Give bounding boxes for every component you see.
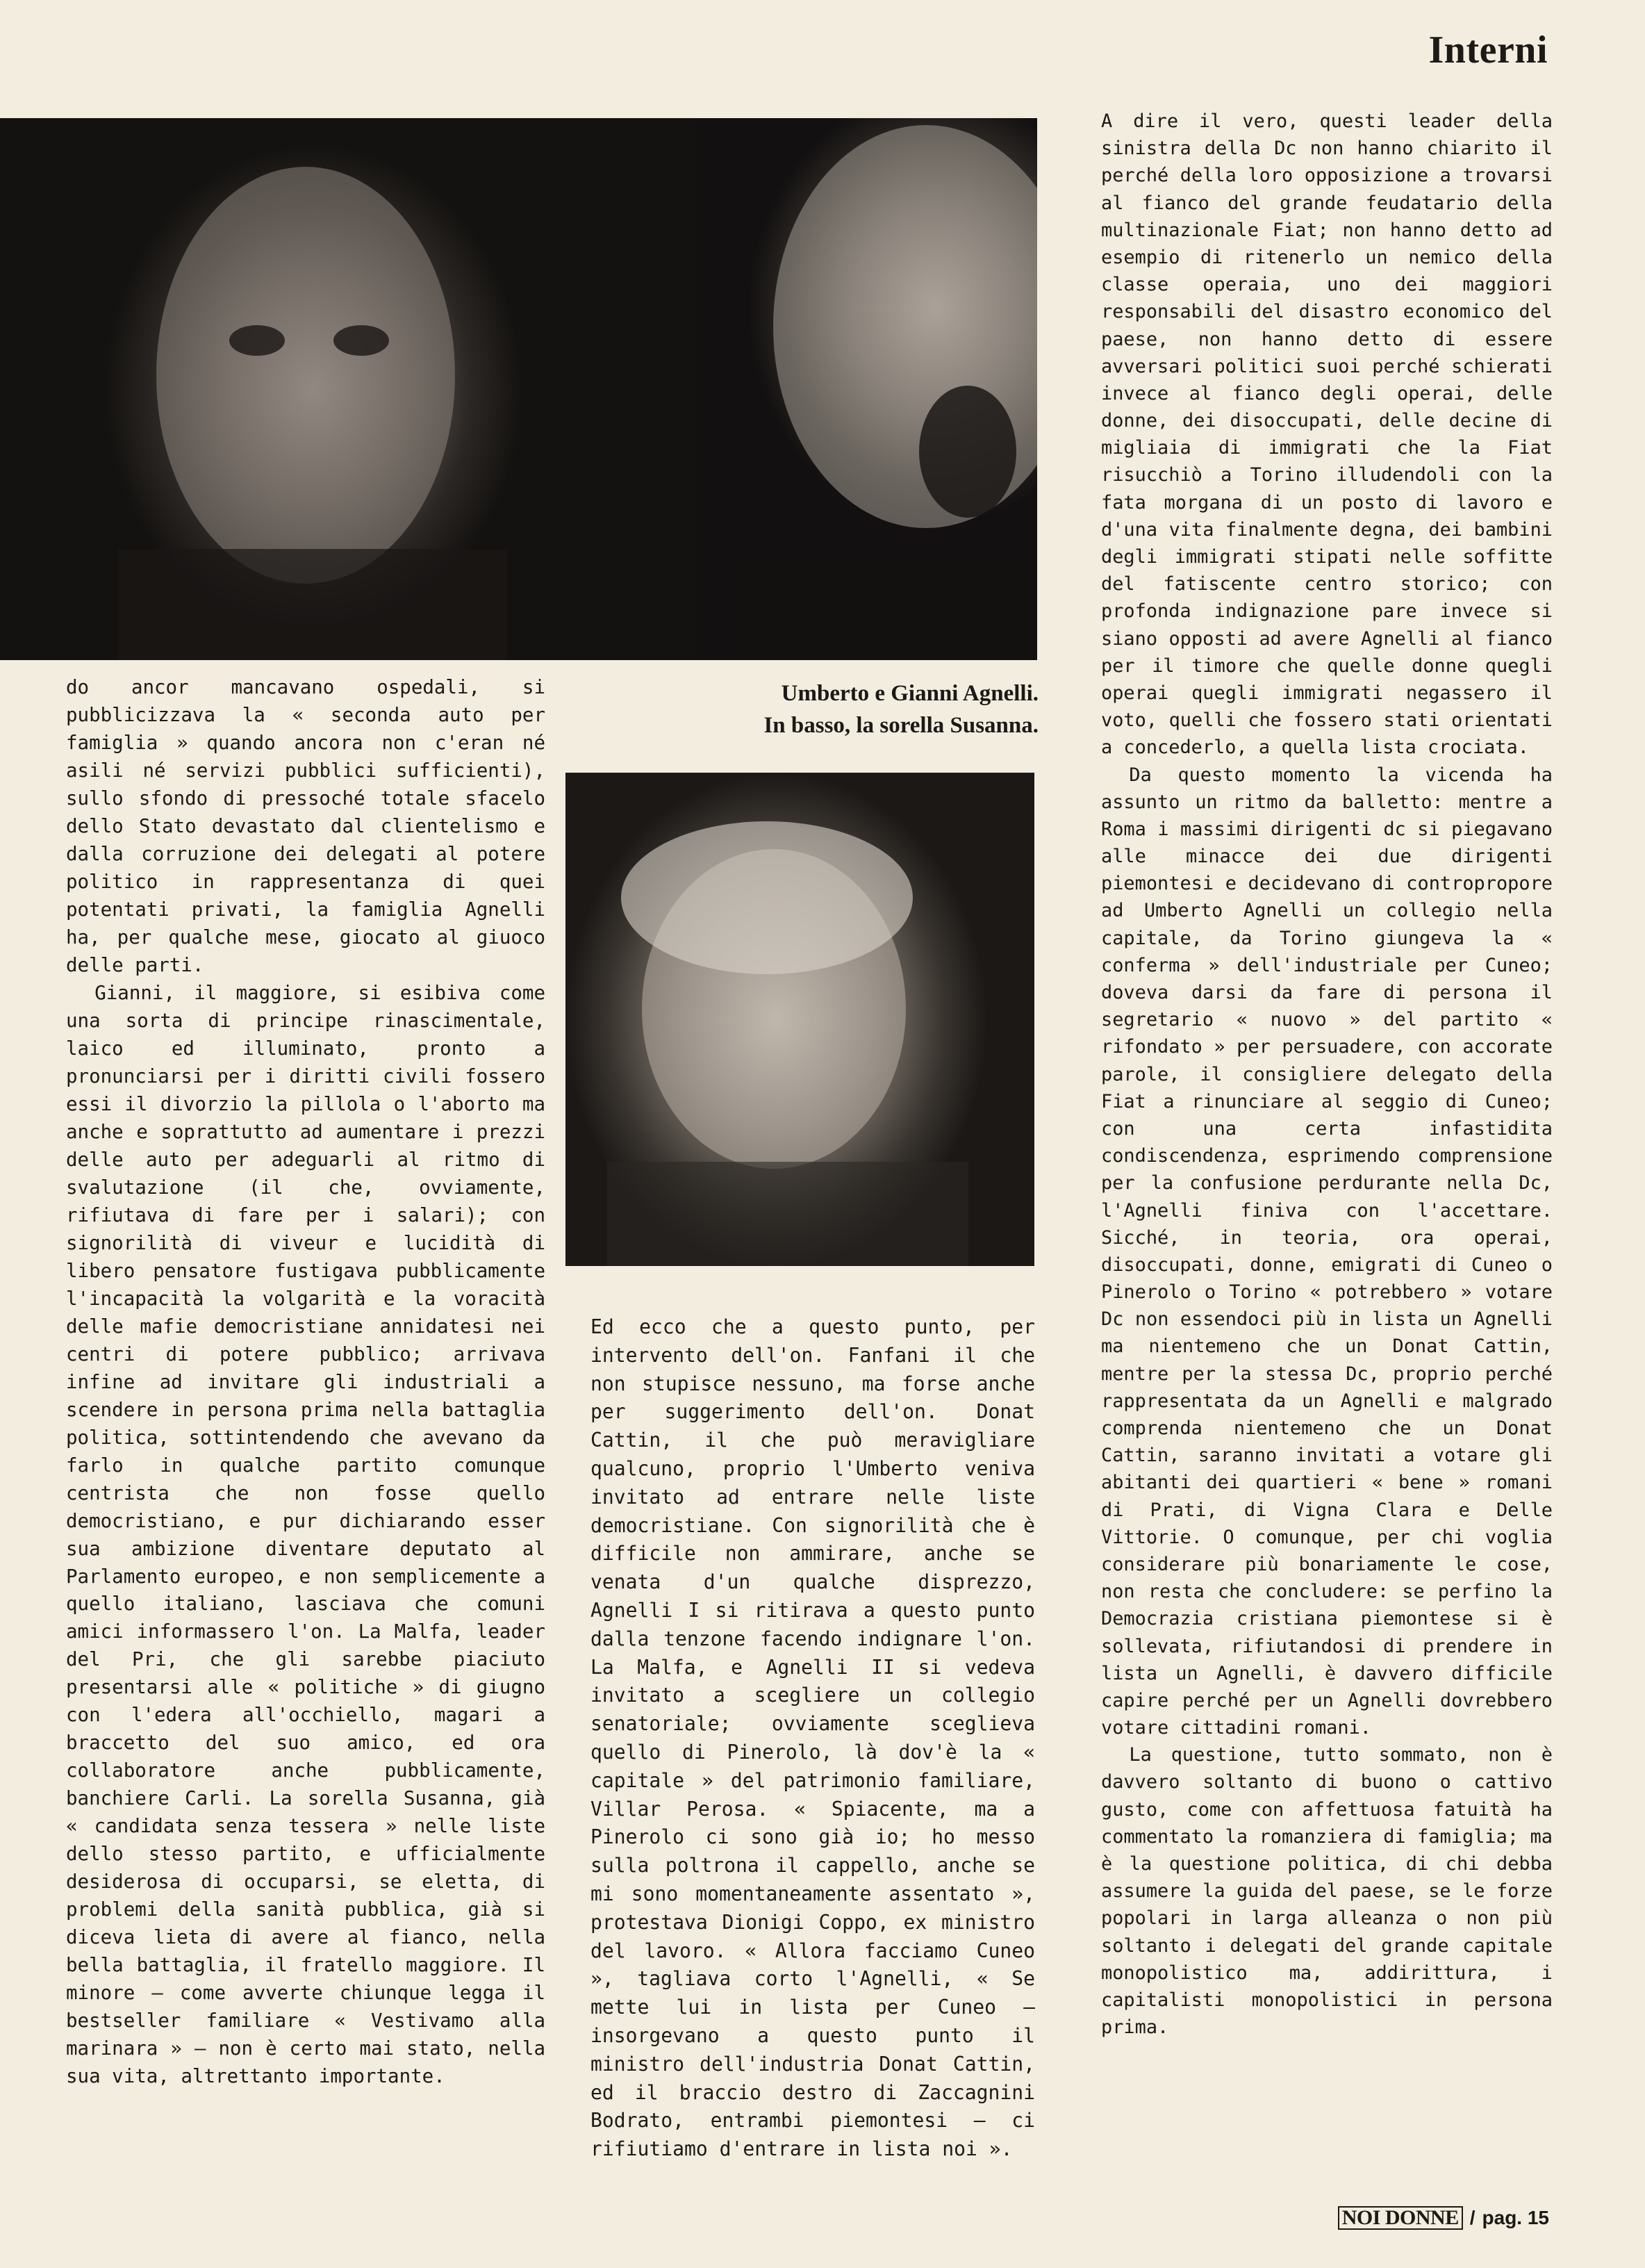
paragraph: do ancor mancavano ospedali, si pubblicizzava la « seconda auto per famiglia » quando ancora non c'eran né asili né servizi pubblici sufficienti), sullo sfondo di pressoché totale sfacelo dello Stato devastato dal clientelismo e dalla corruzione dei delegati al potere politico in rappresentanza di quei potentati privati, la famiglia Agnelli ha, per qualche mese, giocato al giuoco delle parti. xyxy=(66,676,545,976)
photo-umberto-agnelli xyxy=(0,118,697,660)
portrait-silhouette xyxy=(565,773,1034,1266)
caption-line-2: In basso, la sorella Susanna. xyxy=(763,713,1039,738)
page-footer xyxy=(1338,2206,1549,2230)
caption-line-1: Umberto e Gianni Agnelli. xyxy=(781,681,1039,706)
magazine-logo: NOI DONNE xyxy=(1338,2206,1463,2230)
paragraph: Gianni, il maggiore, si esibiva come una sorta di principe rinascimentale, laico ed illuminato, pronto a pronunciarsi per i diritti civili fossero essi il divorzio la pillola o l'aborto ma anche e soprattutto ad aumentare i prezzi delle auto per adeguarli al ritmo di svalutazione (il che, ovviamente, rifiutava di fare per i salari); con signorilità di viveur e lucidità di libero pensatore fustigava pubblicamente l'incapacità la volgarità e la voracità delle mafie democristiane annidatesi nei centri di potere pubblico; arrivava infine ad invitare gli industriali a scendere in persona prima nella battaglia politica, sottintendendo che avevano da farlo in qualche partito comunque centrista che non fosse quello democristiano, e pur dichiarando esser sua ambizione diventare deputato al Parlamento europeo, e non semplicemente a quello italiano, lasciava che comuni amici informassero l'on. La Malfa, leader del Pri, che gli sarebbe piaciuto presentarsi alle « politiche » di giugno con l'edera all'occhiello, magari a braccetto del suo amico, ed ora collaboratore anche pubblicamente, banchiere Carli. La sorella Susanna, già « candidata senza tessera » nelle liste dello stesso partito, e ufficialmente desiderosa di occuparsi, se eletta, di problemi della sanità pubblica, già si diceva lieta di avere al fianco, nella bella battaglia, il fratello maggiore. Il minore — come avverte chiunque legga il bestseller familiare « Vestivamo alla marinara » — non è certo mai stato, nella sua vita, altrettanto importante. xyxy=(66,981,545,2088)
article-column-middle xyxy=(590,1313,1035,2171)
paragraph: Da questo momento la vicenda ha assunto un ritmo da balletto: mentre a Roma i massimi dirigenti dc si piegavano alle minacce dei due dirigenti piemontesi e decidevano di contropropore ad Umberto Agnelli un collegio nella capitale, da Torino giungeva la « conferma » dell'industriale per Cuneo; doveva darsi da fare di persona il segretario « nuovo » del partito « rifondato » per persuadere, con accorate parole, il consigliere delegato della Fiat a rinunciare al seggio di Cuneo; con una certa infastidita condiscendenza, esprimendo comprensione per la confusione perdurante nella Dc, l'Agnelli finiva con l'accettare. Sicché, in teoria, ora operai, disoccupati, donne, emigrati di Cuneo o Pinerolo o Torino « potrebbero » votare Dc non essendoci più in lista un Agnelli ma nientemeno che un Donat Cattin, mentre per la stessa Dc, proprio perché rappresentata da un Agnelli e malgrado comprenda nientemeno che un Donat Cattin, saranno invitati a votare gli abitanti dei quartieri « bene » romani di Prati, di Vigna Clara e Delle Vittorie. O comunque, per chi voglia considerare più bonariamente le cose, non resta che concludere: se perfino la Democrazia cristiana piemontese si è sollevata, rifiutandosi di prendere in lista un Agnelli, è davvero difficile capire perché per un Agnelli dovrebbero votare cittadini romani. xyxy=(1101,764,1553,1739)
paragraph: A dire il vero, questi leader della sinistra della Dc non hanno chiarito il perché della loro opposizione a trovarsi al fianco del grande feudatario della multinazionale Fiat; non hanno detto ad esempio di ritenerlo un nemico della classe operaia, uno dei maggiori responsabili del disastro economico del paese, non hanno detto di essere avversari politici suoi perché schierati invece al fianco degli operai, delle donne, dei disoccupati, delle decine di migliaia di immigrati che la Fiat risucchiò a Torino illudendoli con la fata morgana di un posto di lavoro e d'una vita finalmente degna, dei bambini degli immigrati stipati nelle soffitte del fatiscente centro storico; con profonda indignazione pare invece si siano opposti ad avere Agnelli al fianco per il timore che quelle donne quegli operai quegli immigrati negassero il voto, quelli che fossero stati orientati a concederlo, a quella lista crociata. xyxy=(1101,110,1553,759)
photo-susanna-agnelli xyxy=(565,773,1034,1266)
section-header: Interni xyxy=(1428,28,1548,72)
footer-separator: / xyxy=(1469,2207,1475,2228)
page-number: pag. 15 xyxy=(1482,2207,1549,2228)
photo-caption xyxy=(590,677,1039,741)
portrait-silhouette xyxy=(0,118,697,660)
portrait-silhouette xyxy=(697,118,1037,660)
article-column-right xyxy=(1101,108,1553,2158)
article-column-left xyxy=(66,674,545,2119)
photo-gianni-agnelli xyxy=(697,118,1037,660)
paragraph: Ed ecco che a questo punto, per intervento dell'on. Fanfani il che non stupisce nessuno, ma forse anche per suggerimento dell'on. Donat Cattin, il che può meravigliare qualcuno, proprio l'Umberto veniva invitato ad entrare nelle liste democristiane. Con signorilità che è difficile non ammirare, anche se venata d'un qualche disprezzo, Agnelli I si ritirava a questo punto dalla tenzone facendo indignare l'on. La Malfa, e Agnelli II si vedeva invitato a scegliere un collegio senatoriale; ovviamente sceglieva quello di Pinerolo, là dov'è la « capitale » del patrimonio familiare, Villar Perosa. « Spiacente, ma a Pinerolo ci sono già io; ho messo sulla poltrona il cappello, anche se mi sono momentaneamente assentato », protestava Dionigi Coppo, ex ministro del lavoro. « Allora facciamo Cuneo », tagliava corto l'Agnelli, « Se mette lui in lista per Cuneo — insorgevano a questo punto il ministro dell'industria Donat Cattin, ed il braccio destro di Zaccagnini Bodrato, entrambi piemontesi — ci rifiutiamo d'entrare in lista noi ». xyxy=(590,1315,1035,2161)
paragraph: La questione, tutto sommato, non è davvero soltanto di buono o cattivo gusto, come con affettuosa fatuità ha commentato la romanziera di famiglia; ma è la questione politica, di chi debba assumere la guida del paese, se le forze popolari in larga alleanza o non più soltanto i delegati del grande capitale monopolistico ma, addirittura, i capitalisti monopolistici in persona prima. xyxy=(1101,1744,1553,2039)
